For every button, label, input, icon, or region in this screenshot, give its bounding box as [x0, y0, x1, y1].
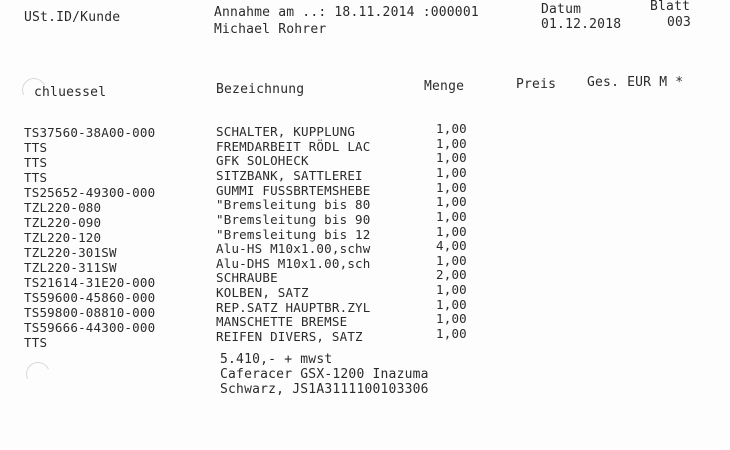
row-quantity: 1,00	[436, 253, 467, 268]
row-key: TS25652-49300-000	[24, 185, 156, 200]
row-key: TS21614-31E20-000	[24, 275, 156, 290]
datum-label: Datum	[541, 2, 582, 17]
col-bezeichnung: Bezeichnung	[216, 82, 305, 97]
row-key: TZL220-120	[24, 230, 102, 245]
col-gesamt: Ges. EUR M *	[587, 75, 684, 90]
row-quantity: 1,00	[436, 121, 467, 136]
note-price: 5.410,- + mwst	[220, 352, 333, 367]
row-quantity: 1,00	[436, 297, 467, 312]
annahme-line: Annahme am ..: 18.11.2014 :000001	[214, 5, 479, 20]
col-preis: Preis	[516, 77, 557, 92]
table-row	[0, 136, 730, 156]
punch-hole-mark	[19, 75, 50, 106]
row-key: TZL220-080	[24, 200, 102, 215]
row-quantity: 1,00	[436, 136, 467, 151]
row-key: TTS	[24, 335, 48, 350]
row-key: TS59800-08810-000	[24, 305, 156, 320]
row-quantity: 1,00	[436, 209, 467, 224]
note-model: Caferacer GSX-1200 Inazuma	[220, 367, 429, 382]
row-quantity: 1,00	[436, 326, 467, 341]
row-quantity: 4,00	[436, 238, 467, 253]
row-quantity: 1,00	[436, 282, 467, 297]
row-description: KOLBEN, SATZ	[216, 285, 309, 300]
blatt-value: 003	[667, 15, 692, 30]
row-description: "Bremsleitung bis 12	[216, 227, 371, 242]
table-row	[0, 150, 730, 171]
row-quantity: 2,00	[436, 267, 467, 282]
col-menge: Menge	[424, 79, 465, 94]
customer-name: Michael Rohrer	[214, 22, 327, 37]
note-vin: Schwarz, JS1A3111100103306	[220, 382, 429, 397]
row-description: MANSCHETTE BREMSE	[216, 314, 348, 329]
row-quantity: 1,00	[436, 224, 467, 239]
row-description: "Bremsleitung bis 90	[216, 212, 371, 227]
row-description: "Bremsleitung bis 80	[216, 197, 371, 212]
row-description: SITZBANK, SATTLEREI	[216, 168, 363, 183]
row-key: TS37560-38A00-000	[24, 125, 156, 140]
row-quantity: 1,00	[436, 311, 467, 326]
row-description: REP.SATZ HAUPTBR.ZYL	[216, 300, 371, 315]
row-description: SCHALTER, KUPPLUNG	[216, 124, 356, 139]
blatt-label: Blatt	[650, 0, 691, 14]
row-key: TZL220-090	[24, 215, 102, 230]
row-key: TZL220-301SW	[24, 245, 117, 260]
row-description: Alu-HS M10x1.00,schw	[216, 241, 371, 256]
col-schluessel: chluessel	[34, 85, 107, 100]
row-key: TS59666-44300-000	[24, 320, 156, 335]
row-key: TTS	[24, 170, 48, 185]
row-quantity: 1,00	[436, 194, 467, 209]
row-quantity: 1,00	[436, 150, 467, 165]
ust-id-label: USt.ID/Kunde	[24, 10, 121, 25]
row-description: Alu-DHS M10x1.00,sch	[216, 256, 371, 271]
row-quantity: 1,00	[436, 165, 467, 180]
row-quantity: 1,00	[436, 180, 467, 195]
row-description: GFK SOLOHECK	[216, 153, 309, 168]
row-key: TTS	[24, 140, 48, 155]
row-key: TS59600-45860-000	[24, 290, 156, 305]
row-description: GUMMI FUSSBRTEMSHEBE	[216, 183, 371, 198]
row-key: TTS	[24, 155, 48, 170]
table-row	[0, 253, 730, 276]
row-description: REIFEN DIVERS, SATZ	[216, 329, 363, 344]
row-description: SCHRAUBE	[216, 270, 278, 285]
row-key: TZL220-311SW	[24, 260, 117, 275]
row-description: FREMDARBEIT RÖDL LAC	[216, 139, 371, 154]
datum-value: 01.12.2018	[541, 17, 622, 32]
punch-hole-mark	[23, 359, 54, 390]
